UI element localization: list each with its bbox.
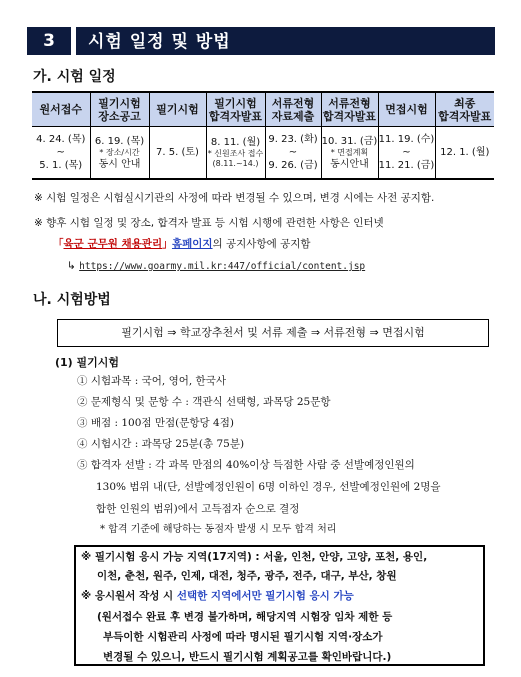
schedule-cell [90, 127, 149, 180]
schedule-table [32, 91, 494, 180]
schedule-cell [321, 127, 378, 180]
schedule-col-header [265, 92, 321, 127]
region-line-3-prefix: ※ 응시원서 작성 시 [81, 590, 177, 602]
schedule-cell-text: * 면접계획 [330, 147, 369, 157]
schedule-col-header [206, 92, 265, 127]
schedule-col-header [321, 92, 378, 127]
region-line-5: 부득이한 시험관리 사정에 따라 명시된 필기시험 지역·장소가 [103, 631, 383, 643]
schedule-col-header-text: 필기시험 [214, 96, 257, 110]
exam-item-format: ② 문제형식 및 문항 수 : 객관식 선택형, 과목당 25문항 [77, 396, 331, 408]
schedule-cell-text: * 신원조사 접수 [207, 149, 264, 158]
schedule-cell-text: ~ [56, 147, 65, 158]
schedule-cell-text: 4. 24. (목) [36, 134, 86, 145]
schedule-col-header [149, 92, 206, 127]
schedule-col-header-text: 합격자발표 [438, 109, 492, 123]
section-title: 시험 일정 및 방법 [88, 32, 231, 52]
schedule-cell [149, 127, 206, 180]
schedule-col-header-text: 필기시험 [98, 96, 141, 110]
schedule-col-header-text: 합격자발표 [208, 109, 263, 123]
notice-line [53, 237, 311, 251]
region-line-1: ※ 필기시험 응시 가능 지역(17지역) : 서울, 인천, 안양, 고양, 포천, 용인, [81, 551, 428, 563]
schedule-cell-text: 동시 안내 [98, 158, 141, 170]
schedule-cell-text: 7. 5. (토) [156, 147, 199, 158]
schedule-col-header [378, 92, 435, 127]
method-heading: 나. 시험방법 [33, 292, 111, 308]
schedule-col-header-text: 필기시험 [156, 103, 199, 116]
schedule-cell-text: ~ [402, 147, 411, 158]
schedule-cell [265, 127, 321, 180]
region-line-6: 변경될 수 있으니, 반드시 필기시험 계획공고를 확인바랍니다.) [103, 651, 392, 663]
exam-item-time: ④ 시험시간 : 과목당 25분(총 75분) [77, 438, 245, 450]
schedule-heading: 가. 시험 일정 [33, 69, 116, 85]
schedule-note-2: ※ 향후 시험 일정 및 장소, 합격자 발표 등 시험 시행에 관련한 사항은 인터넷 [34, 217, 384, 229]
exam-item-subjects: ① 시험과목 : 국어, 영어, 한국사 [77, 375, 226, 387]
schedule-cell-text: 9. 23. (화) [268, 134, 318, 145]
section-number: 3 [27, 27, 71, 55]
schedule-cell-text: * 장소/시간 [99, 147, 140, 157]
schedule-cell [378, 127, 435, 180]
schedule-note-1: ※ 시험 일정은 시험실시기관의 사정에 따라 변경될 수 있으며, 변경 시에는 사전 공지함. [34, 192, 435, 204]
schedule-col-header-text: 서류전형 [271, 96, 315, 110]
url-arrow-icon: ↳ [67, 260, 76, 272]
schedule-cell-text: 11. 19. (수) [378, 134, 435, 145]
process-flow-box: 필기시험 ⇒ 학교장추천서 및 서류 제출 ⇒ 서류전형 ⇒ 면접시험 [57, 319, 489, 347]
schedule-cell-text: 6. 19. (목) [94, 135, 145, 147]
schedule-cell-text: 10. 31. (금) [321, 135, 378, 147]
schedule-col-header-text: 면접시험 [385, 103, 428, 116]
region-line-2: 이천, 춘천, 원주, 인제, 대전, 청주, 광주, 전주, 대구, 부산, 창원 [97, 570, 397, 582]
link-bracket-close: 」 [162, 238, 173, 250]
exam-item-selection: ⑤ 합격자 선발 : 각 과목 만점의 40%이상 득점한 사람 중 선발예정인원의 [77, 459, 415, 471]
exam-item-score: ③ 배점 : 100점 만점(문항당 4점) [77, 417, 234, 429]
schedule-col-header-text: 합격자발표 [322, 109, 377, 123]
schedule-cell [32, 127, 90, 180]
schedule-cell-text: 8. 11. (월) [210, 137, 261, 148]
link-bracket-open: 「 [53, 238, 64, 250]
schedule-cell-text: 동시안내 [330, 158, 369, 170]
schedule-cell-text: 11. 21. (금) [378, 160, 435, 171]
schedule-col-header-text: 원서접수 [39, 103, 82, 116]
official-url-link[interactable]: https://www.goarmy.mil.kr:447/official/content.jsp [79, 261, 366, 272]
schedule-data-row [32, 127, 494, 180]
schedule-cell-text: 12. 1. (월) [440, 147, 490, 158]
tie-score-note: * 합격 기준에 해당하는 동점자 발생 시 모두 합격 처리 [100, 524, 337, 535]
written-exam-heading: (1) 필기시험 [55, 356, 120, 369]
schedule-cell [206, 127, 265, 180]
exam-item-selection-cont-2: 합한 인원의 범위)에서 고득점자 순으로 결정 [96, 503, 300, 515]
url-line [67, 259, 365, 274]
schedule-cell-text: (8.11.~14.) [212, 159, 259, 168]
schedule-cell-text: 5. 1. (목) [39, 160, 83, 171]
schedule-col-header [90, 92, 149, 127]
schedule-col-header-text: 장소공고 [98, 109, 141, 123]
section-divider [71, 27, 76, 55]
schedule-cell-text: 9. 26. (금) [268, 160, 318, 171]
recruit-site-link[interactable]: 육군 군무원 채용관리 [63, 238, 163, 250]
exam-item-selection-cont-1: 130% 범위 내(단, 선발예정인원이 6명 이하인 경우, 선발예정인원에 2명을 [96, 481, 441, 493]
schedule-col-header-text: 서류전형 [328, 96, 371, 110]
schedule-cell [435, 127, 494, 180]
region-line-4: (원서접수 완료 후 변경 불가하며, 해당지역 시험장 임차 제한 등 [97, 611, 393, 623]
schedule-header-row [32, 92, 494, 127]
schedule-col-header [435, 92, 494, 127]
schedule-col-header [32, 92, 90, 127]
schedule-col-header-text: 자료제출 [271, 109, 315, 123]
region-line-3 [81, 589, 354, 603]
schedule-col-header-text: 최종 [454, 96, 476, 110]
schedule-cell-text: ~ [288, 147, 298, 158]
notice-tail: 의 공지사항에 공지함 [212, 238, 311, 250]
region-line-3-highlight: 선택한 지역에서만 필기시험 응시 가능 [176, 590, 354, 602]
homepage-link[interactable]: 홈페이지 [171, 238, 213, 250]
